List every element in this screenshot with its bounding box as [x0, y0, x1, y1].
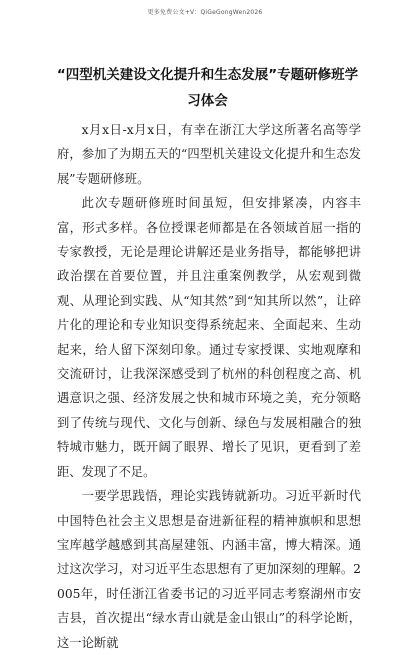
- paragraph: 此次专题研修班时间虽短，但安排紧凑，内容丰富，形式多样。各位授课老师都是在各领域首屈一指的专家教授，无论是理论讲解还是业务指导，都能够把讲政治摆在首要位置，并且注重案例教学，从宏观到微观、从理论到实践、从“知其然”到“知其所以然”，让碎片化的理论和专业知识变得系统起来、全面起来、生动起来，给人留下深刻印象。通过专家授课、实地观摩和交流研讨，让我深深感受到了杭州的科创程度之高、机遇意识之强、经济发展之快和城市环境之美，充分领略到了传统与现代、文化与创新、绿色与发展相融合的独特城市魅力，既开阔了眼界、增长了见识，更看到了差距、发现了不足。: [57, 196, 361, 479]
- document-body: [57, 118, 361, 655]
- watermark-text: 更多免费公文+V：QiGeGongWen2026: [147, 9, 263, 16]
- paragraph: 一要学思践悟，理论实践铸就新功。习近平新时代中国特色社会主义思想是奋进新征程的精神旗帜和思想宝库越学越感到其高屋建瓴、内涵丰富，博大精深。通过这次学习，对习近平生态思想有了更加深刻的理解。2005年，时任浙江省委书记的习近平同志考察湖州市安吉县，首次提出“绿水青山就是金山银山”的科学论断，这一论断就: [57, 489, 361, 650]
- document-title: “四型机关建设文化提升和生态发展”专题研修班学习体会: [56, 67, 359, 109]
- paragraph: x月x日-x月x日，有幸在浙江大学这所著名高等学府，参加了为期五天的“四型机关建设文化提升和生态发展”专题研修班。: [57, 123, 361, 186]
